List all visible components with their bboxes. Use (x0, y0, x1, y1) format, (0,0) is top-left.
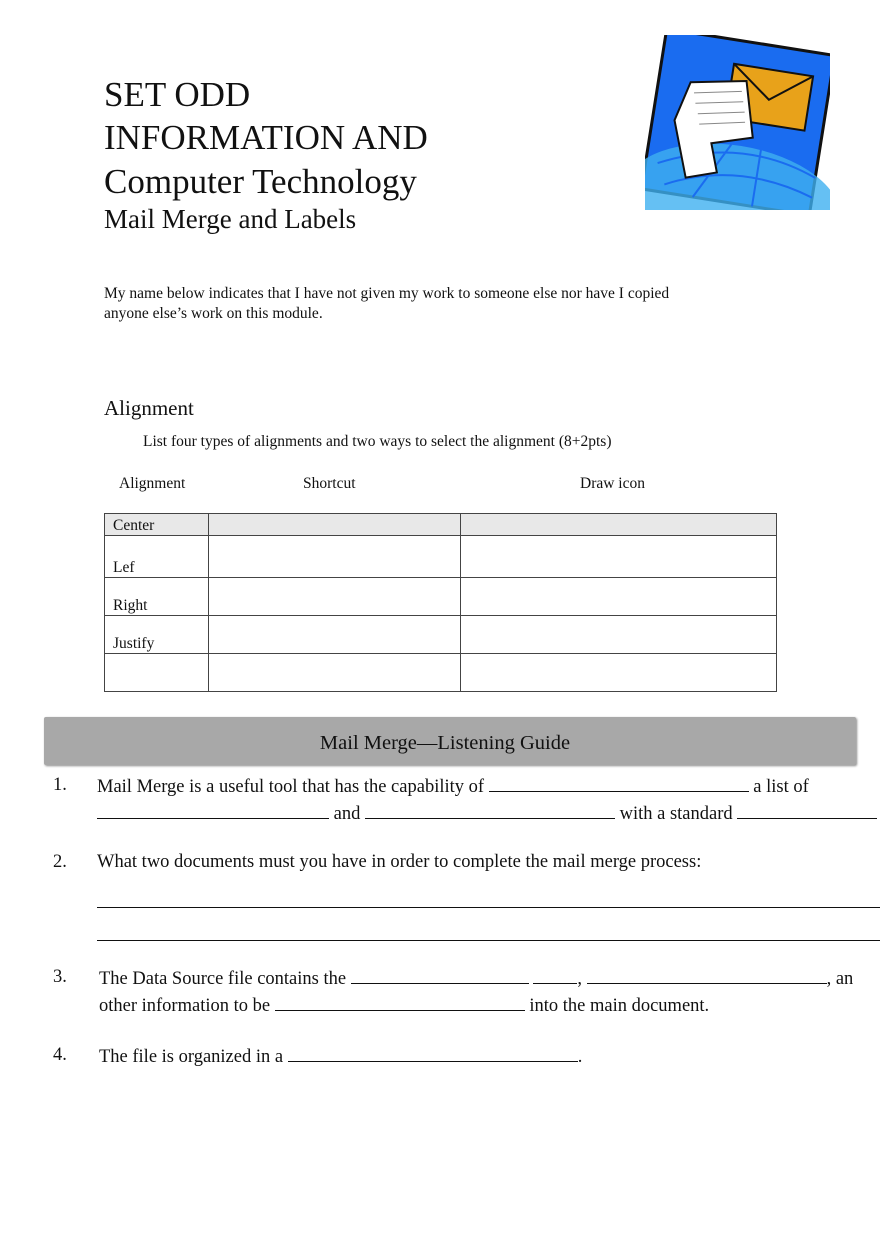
alignment-instruction: List four types of alignments and two ways to select the alignment (8+2pts) (143, 433, 612, 450)
question-text: with a standard (619, 804, 733, 824)
banner-title: Mail Merge—Listening Guide (319, 732, 571, 754)
draw-icon-cell[interactable] (461, 654, 777, 692)
question-3-line-2 (99, 994, 709, 1017)
shortcut-cell[interactable] (209, 616, 461, 654)
draw-icon-cell[interactable] (461, 514, 777, 536)
question-text: , an (826, 969, 854, 989)
title-line-2: INFORMATION AND (104, 118, 428, 157)
question-number: 1. (53, 775, 67, 795)
table-row (105, 654, 777, 692)
column-header-draw-icon: Draw icon (580, 475, 645, 492)
answer-blank[interactable] (533, 967, 577, 984)
question-text: into the main document. (529, 996, 710, 1016)
mail-envelope-clipart-icon (645, 35, 830, 210)
alignment-cell: Lef (105, 536, 209, 578)
question-text: a list of (753, 777, 809, 797)
draw-icon-cell[interactable] (461, 616, 777, 654)
alignment-cell: Justify (105, 616, 209, 654)
question-text: other information to be (99, 996, 271, 1016)
alignment-cell: Center (105, 514, 209, 536)
shortcut-cell[interactable] (209, 578, 461, 616)
draw-icon-cell[interactable] (461, 578, 777, 616)
question-1-line-1 (97, 775, 809, 798)
question-4-text (99, 1045, 582, 1068)
answer-blank[interactable] (288, 1045, 578, 1062)
shortcut-cell[interactable] (209, 654, 461, 692)
answer-blank[interactable] (365, 802, 615, 819)
table-row (105, 514, 777, 536)
answer-blank[interactable] (351, 967, 529, 984)
shortcut-cell[interactable] (209, 536, 461, 578)
statement-line-2: anyone else’s work on this module. (104, 305, 323, 322)
answer-blank[interactable] (737, 802, 877, 819)
answer-line[interactable] (97, 940, 880, 941)
column-header-shortcut: Shortcut (303, 475, 356, 492)
question-number: 2. (53, 852, 67, 872)
answer-blank[interactable] (489, 775, 749, 792)
answer-blank[interactable] (275, 994, 525, 1011)
table-row (105, 578, 777, 616)
shortcut-cell[interactable] (209, 514, 461, 536)
alignment-cell: Right (105, 578, 209, 616)
table-row (105, 536, 777, 578)
statement-line-1: My name below indicates that I have not given my work to someone else nor have I copied (104, 285, 670, 302)
subtitle: Mail Merge and Labels (104, 204, 357, 234)
column-header-alignment: Alignment (119, 475, 186, 492)
answer-blank[interactable] (587, 967, 827, 984)
question-text: and (333, 804, 361, 824)
question-text: The file is organized in a (99, 1047, 284, 1067)
listening-guide-banner (44, 717, 856, 765)
draw-icon-cell[interactable] (461, 536, 777, 578)
alignment-cell[interactable] (105, 654, 209, 692)
question-3-line-1 (99, 967, 853, 990)
alignment-heading: Alignment (104, 396, 194, 420)
alignment-table (104, 513, 777, 692)
title-line-3: Computer Technology (104, 162, 417, 201)
question-number: 4. (53, 1045, 67, 1065)
table-row (105, 616, 777, 654)
question-text: The Data Source file contains the (99, 969, 347, 989)
question-2-text: What two documents must you have in order to complete the mail merge process: (97, 852, 702, 872)
answer-line[interactable] (97, 907, 880, 908)
title-line-1: SET ODD (104, 75, 251, 114)
question-text: Mail Merge is a useful tool that has the capability of (97, 777, 485, 797)
answer-blank[interactable] (97, 802, 329, 819)
question-number: 3. (53, 967, 67, 987)
comma: , (577, 969, 582, 989)
question-1-line-2 (97, 802, 877, 825)
period: . (577, 1047, 583, 1067)
